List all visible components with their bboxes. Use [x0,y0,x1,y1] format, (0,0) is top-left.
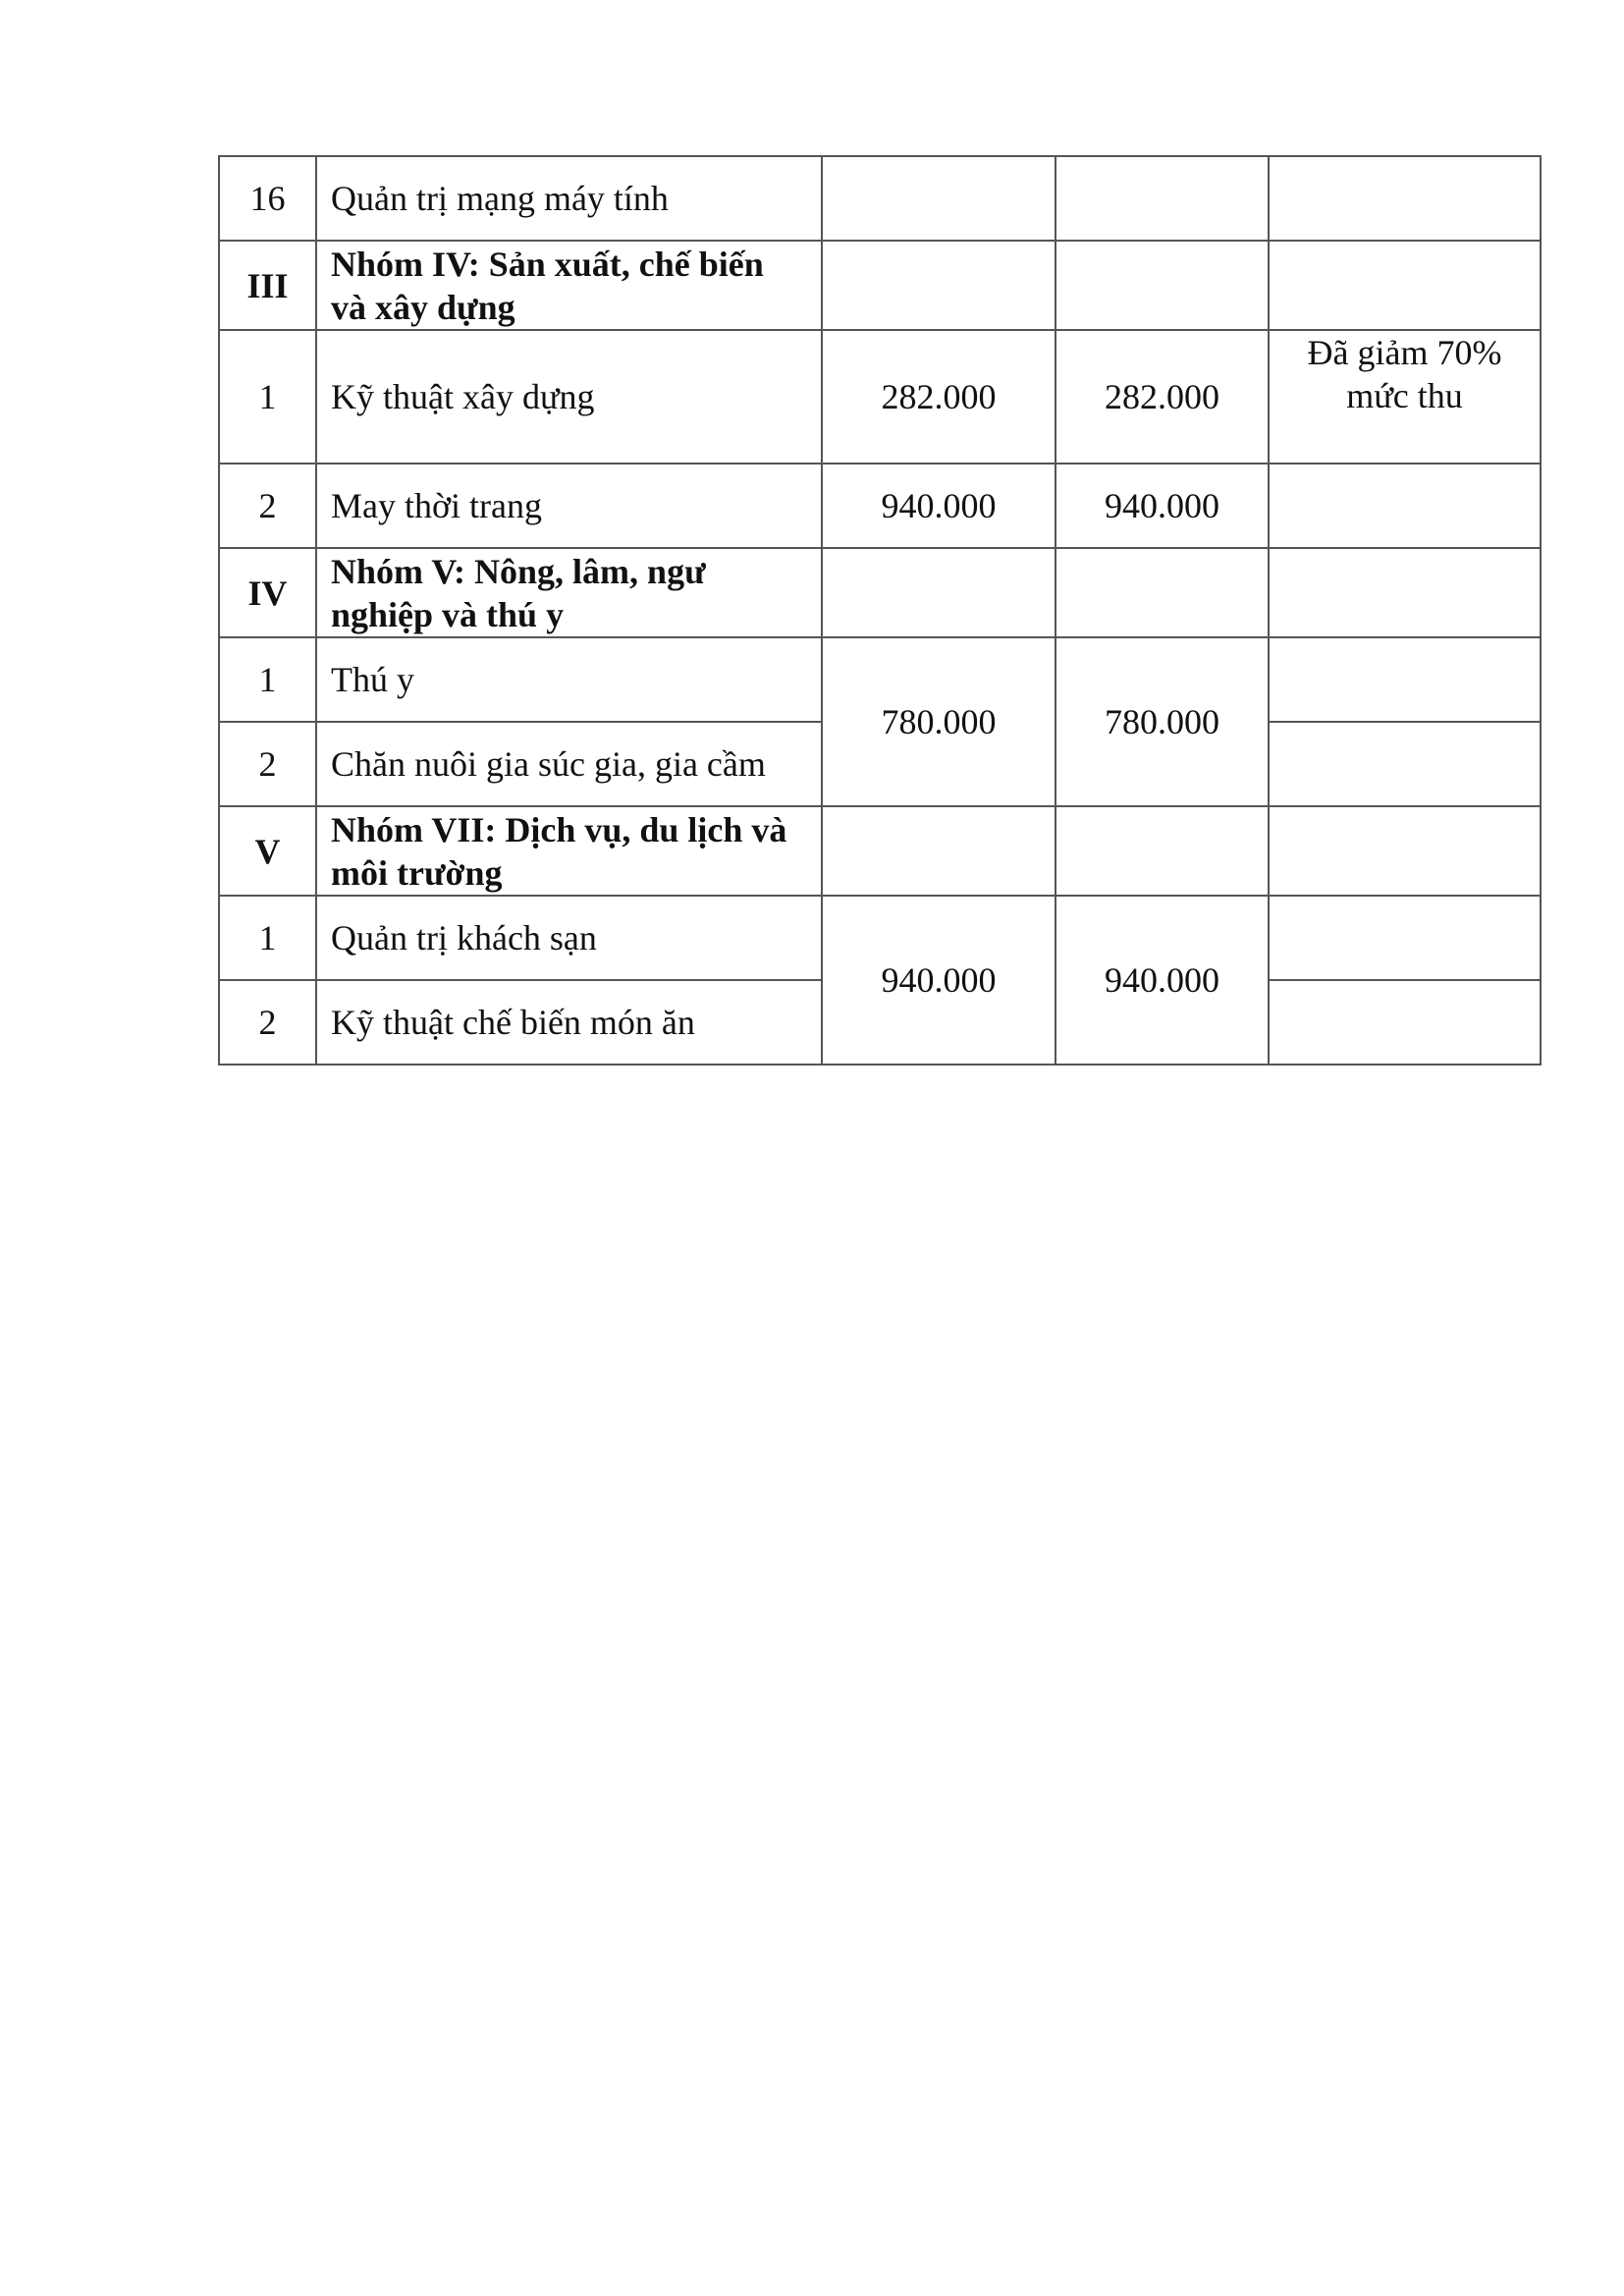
group-number: III [219,241,316,330]
fee-cell-empty [822,241,1056,330]
group-title: Nhóm VII: Dịch vụ, du lịch và môi trường [316,806,822,896]
fee-value: 940.000 [1056,896,1269,1065]
fee-cell-empty [1056,156,1269,241]
program-name: Quản trị mạng máy tính [316,156,822,241]
group-number: IV [219,548,316,637]
note-line: Đã giảm 70% [1307,333,1502,372]
row-number: 16 [219,156,316,241]
fee-cell-empty [1056,548,1269,637]
program-name: Quản trị khách sạn [316,896,822,980]
row-number: 1 [219,896,316,980]
note-cell-empty [1269,637,1541,722]
note-cell [1269,330,1541,464]
program-name: Chăn nuôi gia súc gia, gia cầm [316,722,822,806]
fee-cell-empty [822,156,1056,241]
note-cell-empty [1269,980,1541,1065]
note-cell-empty [1269,896,1541,980]
program-name: May thời trang [316,464,822,548]
note-cell-empty [1269,241,1541,330]
program-name: Thú y [316,637,822,722]
fee-value: 940.000 [1056,464,1269,548]
fee-value: 780.000 [1056,637,1269,806]
group-title: Nhóm IV: Sản xuất, chế biến và xây dựng [316,241,822,330]
row-number: 1 [219,637,316,722]
note-cell-empty [1269,722,1541,806]
program-name: Kỹ thuật xây dựng [316,330,822,464]
table-row [219,637,1541,722]
group-row [219,241,1541,330]
fee-cell-empty [1056,241,1269,330]
note-cell-empty [1269,548,1541,637]
row-number: 2 [219,722,316,806]
fee-value: 282.000 [1056,330,1269,464]
row-number: 1 [219,330,316,464]
group-row [219,548,1541,637]
group-title: Nhóm V: Nông, lâm, ngư nghiệp và thú y [316,548,822,637]
note-line: mức thu [1346,376,1463,415]
fee-cell-empty [1056,806,1269,896]
group-row [219,806,1541,896]
table-row [219,896,1541,980]
fee-value: 282.000 [822,330,1056,464]
group-number: V [219,806,316,896]
fee-cell-empty [822,806,1056,896]
table-row [219,464,1541,548]
note-cell-empty [1269,156,1541,241]
fee-value: 940.000 [822,464,1056,548]
note-cell-empty [1269,464,1541,548]
fee-value: 940.000 [822,896,1056,1065]
program-name: Kỹ thuật chế biến món ăn [316,980,822,1065]
fee-table [218,155,1542,1066]
row-number: 2 [219,980,316,1065]
row-number: 2 [219,464,316,548]
table-row [219,156,1541,241]
fee-value: 780.000 [822,637,1056,806]
fee-cell-empty [822,548,1056,637]
note-cell-empty [1269,806,1541,896]
table-row [219,330,1541,464]
